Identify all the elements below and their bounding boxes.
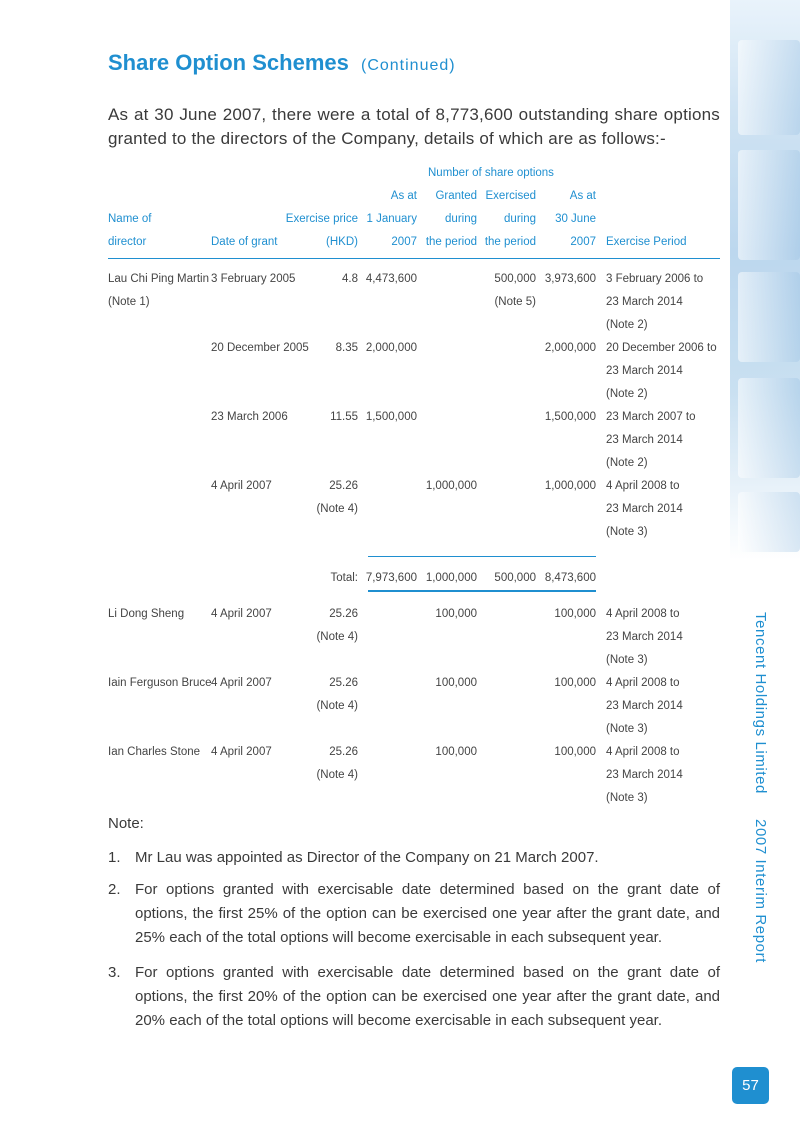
header-as-at-jan: As at 1 January 2007 bbox=[366, 190, 417, 248]
header-exercised: Exercised during the period bbox=[484, 190, 536, 248]
table-header bbox=[108, 162, 720, 259]
note-number: 3. bbox=[108, 964, 121, 981]
exercise-price: (Note 4) bbox=[316, 503, 358, 515]
exercise-period: 23 March 2014 bbox=[606, 296, 683, 308]
exercise-period: 23 March 2014 bbox=[606, 365, 683, 377]
header-name: Name of director bbox=[108, 213, 152, 248]
section-continued: (Continued) bbox=[360, 57, 456, 74]
total-jan: 7,973,600 bbox=[365, 572, 417, 584]
exercise-period: 4 April 2008 to bbox=[606, 677, 680, 689]
note-number: 1. bbox=[108, 849, 121, 866]
director-name: Ian Charles Stone bbox=[108, 746, 201, 758]
as-at-jan: 1,500,000 bbox=[365, 411, 417, 423]
grant-date: 4 April 2007 bbox=[211, 746, 272, 758]
total-label: Total: bbox=[330, 572, 358, 584]
director-name: Lau Chi Ping Martin bbox=[108, 273, 209, 285]
as-at-june: 1,500,000 bbox=[544, 411, 596, 423]
as-at-june: 100,000 bbox=[554, 608, 596, 620]
exercise-period: 23 March 2014 bbox=[606, 700, 683, 712]
exercise-period: 23 March 2014 bbox=[606, 503, 683, 515]
section-title-text: Share Option Schemes bbox=[108, 50, 349, 75]
exercise-price: (Note 4) bbox=[316, 631, 358, 643]
note-text: Mr Lau was appointed as Director of the Company on 21 March 2007. bbox=[135, 849, 599, 866]
header-granted: Granted during the period bbox=[425, 190, 477, 248]
director-name: Li Dong Sheng bbox=[108, 608, 185, 620]
as-at-june: 100,000 bbox=[554, 677, 596, 689]
exercise-price: (Note 4) bbox=[316, 769, 358, 781]
total-exercised: 500,000 bbox=[494, 572, 536, 584]
exercise-period: (Note 2) bbox=[606, 388, 648, 400]
total-june: 8,473,600 bbox=[544, 572, 596, 584]
grant-date: 3 February 2005 bbox=[211, 273, 296, 285]
exercise-price: (Note 4) bbox=[316, 700, 358, 712]
grant-date: 4 April 2007 bbox=[211, 480, 272, 492]
director-name: Iain Ferguson Bruce bbox=[108, 677, 212, 689]
exercise-period: 20 December 2006 to bbox=[606, 342, 717, 354]
granted: 100,000 bbox=[435, 677, 477, 689]
as-at-june: 3,973,600 bbox=[544, 273, 596, 285]
page-number: 57 bbox=[732, 1067, 769, 1104]
exercise-period: 3 February 2006 to bbox=[606, 273, 704, 285]
exercise-period: 23 March 2007 to bbox=[606, 411, 696, 423]
report-name: 2007 Interim Report bbox=[752, 818, 769, 963]
total-rule-top bbox=[368, 556, 596, 557]
director-name: (Note 1) bbox=[108, 296, 150, 308]
exercise-price: 11.55 bbox=[330, 411, 358, 423]
notes-title: Note: bbox=[108, 815, 144, 832]
side-caption bbox=[752, 612, 769, 963]
exercise-period: 4 April 2008 to bbox=[606, 608, 680, 620]
as-at-jan: 4,473,600 bbox=[365, 273, 417, 285]
exercise-price: 4.8 bbox=[342, 273, 358, 285]
note-number: 2. bbox=[108, 881, 121, 898]
grant-date: 23 March 2006 bbox=[211, 411, 288, 423]
as-at-june: 100,000 bbox=[554, 746, 596, 758]
grant-date: 4 April 2007 bbox=[211, 608, 272, 620]
exercise-price: 25.26 bbox=[329, 677, 358, 689]
exercise-period: (Note 2) bbox=[606, 457, 648, 469]
section-title bbox=[108, 50, 456, 76]
exercise-price: 25.26 bbox=[329, 746, 358, 758]
exercise-period: 4 April 2008 to bbox=[606, 480, 680, 492]
note-item bbox=[108, 846, 720, 870]
grant-date: 20 December 2005 bbox=[211, 342, 309, 354]
exercise-period: (Note 2) bbox=[606, 319, 648, 331]
exercise-price: 25.26 bbox=[329, 480, 358, 492]
total-granted: 1,000,000 bbox=[425, 572, 477, 584]
header-price: Exercise price (HKD) bbox=[285, 213, 358, 248]
grant-date: 4 April 2007 bbox=[211, 677, 272, 689]
share-options-table bbox=[108, 162, 720, 804]
exercise-period: (Note 3) bbox=[606, 792, 648, 804]
as-at-jan: 2,000,000 bbox=[365, 342, 417, 354]
note-item bbox=[108, 961, 720, 1033]
note-text: For options granted with exercisable date determined based on the grant date of options, the first 25% of the option can be exercised one year after the grant date, and 25% each of the total options will become exercisable in each subsequent year. bbox=[135, 881, 720, 946]
exercise-period: 23 March 2014 bbox=[606, 631, 683, 643]
as-at-june: 1,000,000 bbox=[544, 480, 596, 492]
granted: 1,000,000 bbox=[425, 480, 477, 492]
exercise-period: 23 March 2014 bbox=[606, 769, 683, 781]
as-at-june: 2,000,000 bbox=[544, 342, 596, 354]
header-period: Exercise Period bbox=[606, 236, 687, 248]
exercise-period: (Note 3) bbox=[606, 526, 648, 538]
granted: 100,000 bbox=[435, 746, 477, 758]
exercise-price: 8.35 bbox=[335, 342, 358, 354]
exercise-period: 23 March 2014 bbox=[606, 434, 683, 446]
exercised: 500,000 bbox=[494, 273, 536, 285]
header-as-at-june: As at 30 June 2007 bbox=[555, 190, 596, 248]
intro-paragraph: As at 30 June 2007, there were a total of 8,773,600 outstanding share options granted to the directors of the Company, details of which are as follows:- bbox=[108, 105, 720, 148]
exercise-period: 4 April 2008 to bbox=[606, 746, 680, 758]
decorative-side-strip bbox=[730, 0, 800, 560]
company-name: Tencent Holdings Limited bbox=[752, 612, 769, 794]
exercise-period: (Note 3) bbox=[606, 723, 648, 735]
header-date: Date of grant bbox=[211, 236, 278, 248]
exercised: (Note 5) bbox=[494, 296, 536, 308]
note-text: For options granted with exercisable date determined based on the grant date of options, the first 20% of the option can be exercised one year after the grant date, and 20% each of the total options will become exercisable in each subsequent year. bbox=[135, 964, 720, 1029]
exercise-period: (Note 3) bbox=[606, 654, 648, 666]
exercise-price: 25.26 bbox=[329, 608, 358, 620]
note-item bbox=[108, 878, 720, 950]
total-rule-bottom bbox=[368, 590, 596, 592]
group-header: Number of share options bbox=[428, 167, 554, 179]
granted: 100,000 bbox=[435, 608, 477, 620]
